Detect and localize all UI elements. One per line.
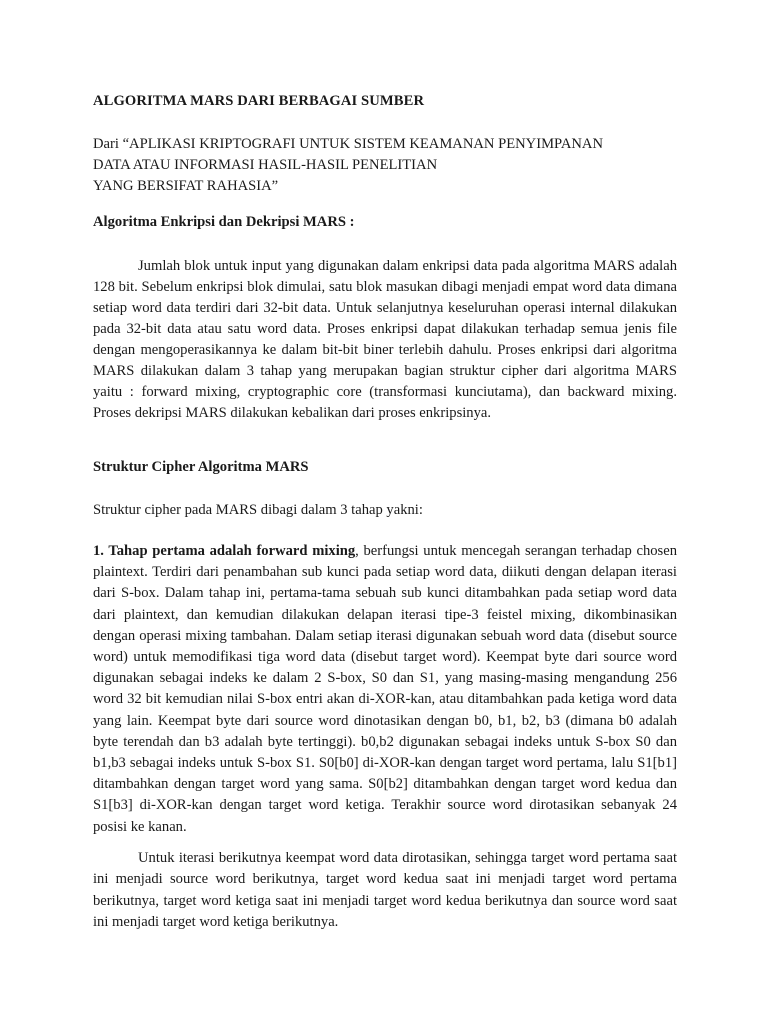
paragraph-iteration: Untuk iterasi berikutnya keempat word data dirotasikan, sehingga target word pertama saat ini menjadi source word berikutnya, target word kedua saat ini menjadi target word pertama berikutnya, target word ketiga saat ini menjadi target word kedua berikutnya dan source word saat ini menjadi target word ketiga berikutnya. [93, 850, 677, 930]
source-reference [93, 134, 603, 197]
section-heading-encryption: Algoritma Enkripsi dan Dekripsi MARS : [93, 214, 355, 230]
source-line: Dari “APLIKASI KRIPTOGRAFI UNTUK SISTEM KEAMANAN PENYIMPANAN [93, 136, 603, 152]
source-line: YANG BERSIFAT RAHASIA” [93, 178, 279, 194]
document-title: ALGORITMA MARS DARI BERBAGAI SUMBER [93, 93, 425, 109]
list-item-lead: 1. Tahap pertama adalah forward mixing [93, 543, 356, 559]
list-item-body: , berfungsi untuk mencegah serangan terhadap chosen plaintext. Terdiri dari penambahan sub kunci pada setiap word data, diikuti dengan delapan iterasi dari S-box. Dalam tahap ini, pertama-tama sebuah sub kunci ditambahkan pada setiap word data dari plaintext, dan kemudian dilakukan delapan iterasi tipe-3 feistel mixing, dikombinasikan dengan operasi mixing tambahan. Dalam setiap iterasi digunakan sebuah word data (disebut source word) untuk memodifikasi tiga word data (disebut target word). Keempat byte dari source word digunakan sebagai indeks ke dalam 2 S-box, S0 dan S1, yang masing-masing mengandung 256 word 32 bit kemudian nilai S-box entri akan di-XOR-kan, atau ditambahkan pada ketiga word data yang lain. Keempat byte dari source word dinotasikan dengan b0, b1, b2, b3 (dimana b0 adalah byte terendah dan b3 adalah byte tertinggi). b0,b2 digunakan sebagai indeks untuk S-box S0 dan b1,b3 sebagai indeks untuk S-box S1. S0[b0] di-XOR-kan dengan target word pertama, lalu S1[b1] ditambahkan dengan target word yang sama. S0[b2] ditambahkan dengan target word kedua dan S1[b3] di-XOR-kan dengan target word ketiga. Terakhir source word dirotasikan sebanyak 24 posisi ke kanan. [93, 543, 677, 835]
list-item-forward-mixing [93, 541, 677, 838]
section-heading-cipher-structure: Struktur Cipher Algoritma MARS [93, 459, 309, 475]
paragraph-encryption: Jumlah blok untuk input yang digunakan dalam enkripsi data pada algoritma MARS adalah 128 bit. Sebelum enkripsi blok dimulai, satu blok masukan dibagi menjadi empat word data dimana setiap word data terdiri dari 32-bit data. Untuk selanjutnya keseluruhan operasi internal dilakukan pada 32-bit data atau satu word data. Proses enkripsi dapat dilakukan terhadap semua jenis file dengan mengoperasikannya ke dalam bit-bit biner terlebih dahulu. Proses enkripsi dari algoritma MARS dilakukan dalam 3 tahap yang merupakan bagian struktur cipher dari algoritma MARS yaitu : forward mixing, cryptographic core (transformasi kunciutama), dan backward mixing. Proses dekripsi MARS dilakukan kebalikan dari proses enkripsinya. [93, 258, 677, 421]
paragraph-cipher-intro: Struktur cipher pada MARS dibagi dalam 3 tahap yakni: [93, 502, 423, 518]
source-line: DATA ATAU INFORMASI HASIL-HASIL PENELITIAN [93, 157, 438, 173]
